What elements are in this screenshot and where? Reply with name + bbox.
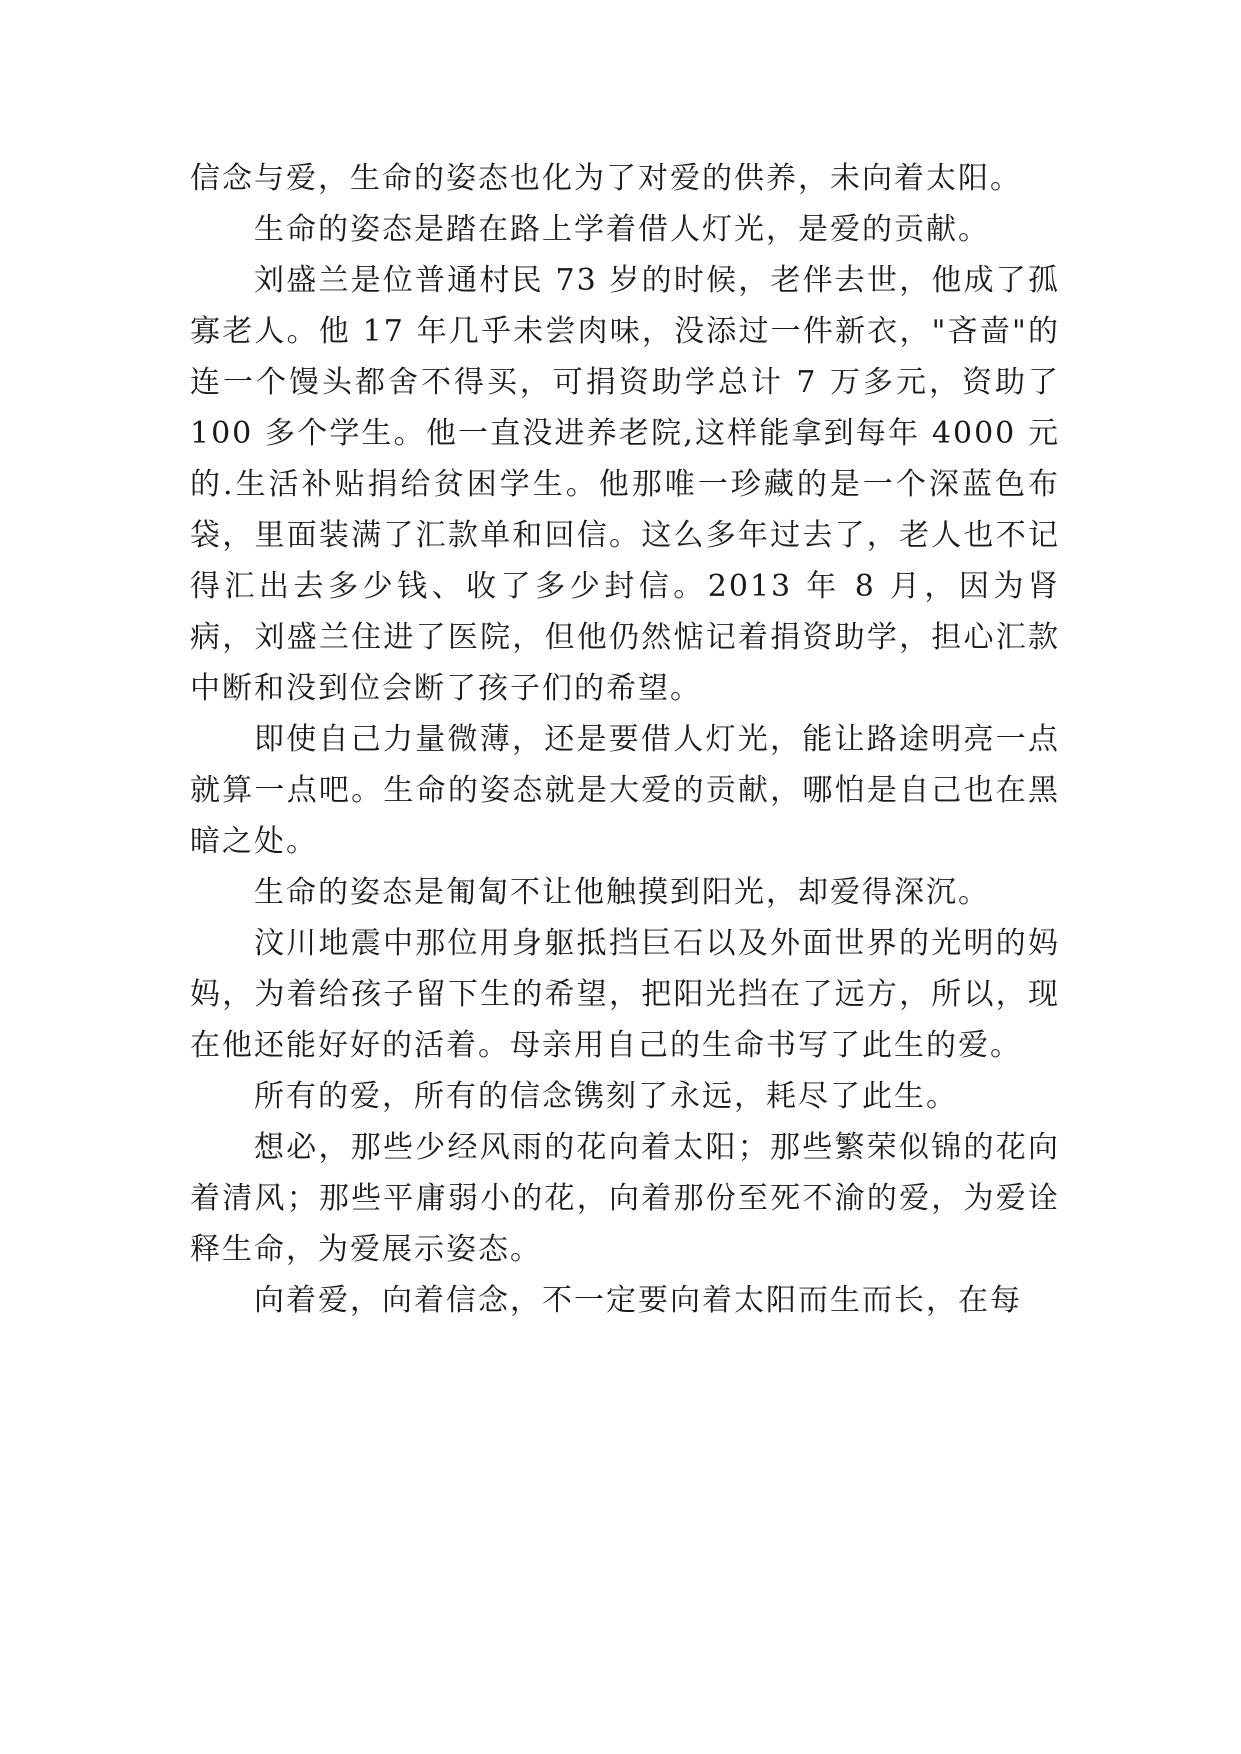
body-text — [190, 153, 1060, 1326]
paragraph: 向着爱，向着信念，不一定要向着太阳而生而长，在每 — [254, 1283, 1022, 1318]
paragraph: 汶川地震中那位用身躯抵挡巨石以及外面世界的光明的妈妈，为着给孩子留下生的希望，把阳光挡在了远方，所以，现在他还能好好的活着。母亲用自己的生命书写了此生的爱。 — [190, 926, 1060, 1063]
paragraph: 即使自己力量微薄，还是要借人灯光，能让路途明亮一点就算一点吧。生命的姿态就是大爱的贡献，哪怕是自己也在黑暗之处。 — [190, 722, 1060, 859]
paragraph: 生命的姿态是匍匐不让他触摸到阳光，却爱得深沉。 — [254, 875, 990, 910]
paragraph: 所有的爱，所有的信念镌刻了永远，耗尽了此生。 — [254, 1079, 958, 1114]
paragraph: 想必，那些少经风雨的花向着太阳；那些繁荣似锦的花向着清风；那些平庸弱小的花，向着那份至死不渝的爱，为爱诠释生命，为爱展示姿态。 — [190, 1130, 1060, 1267]
paragraph: 信念与爱，生命的姿态也化为了对爱的供养，未向着太阳。 — [190, 161, 1022, 196]
paragraph: 生命的姿态是踏在路上学着借人灯光，是爱的贡献。 — [254, 212, 990, 247]
paragraph: 刘盛兰是位普通村民 73 岁的时候，老伴去世，他成了孤寡老人。他 17 年几乎未尝肉味，没添过一件新衣，"吝啬"的连一个馒头都舍不得买，可捐资助学总计 7 万多元，资助了 100 多个学生。他一直没进养老院,这样能拿到每年 4000 元的.生活补贴捐给贫困学生。他那唯一珍藏的是一个深蓝色布袋，里面装满了汇款单和回信。这么多年过去了，老人也不记得汇出去多少钱、收了多少封信。2013 年 8 月，因为肾病，刘盛兰住进了医院，但他仍然惦记着捐资助学，担心汇款中断和没到位会断了孩子们的希望。 — [190, 263, 1060, 706]
